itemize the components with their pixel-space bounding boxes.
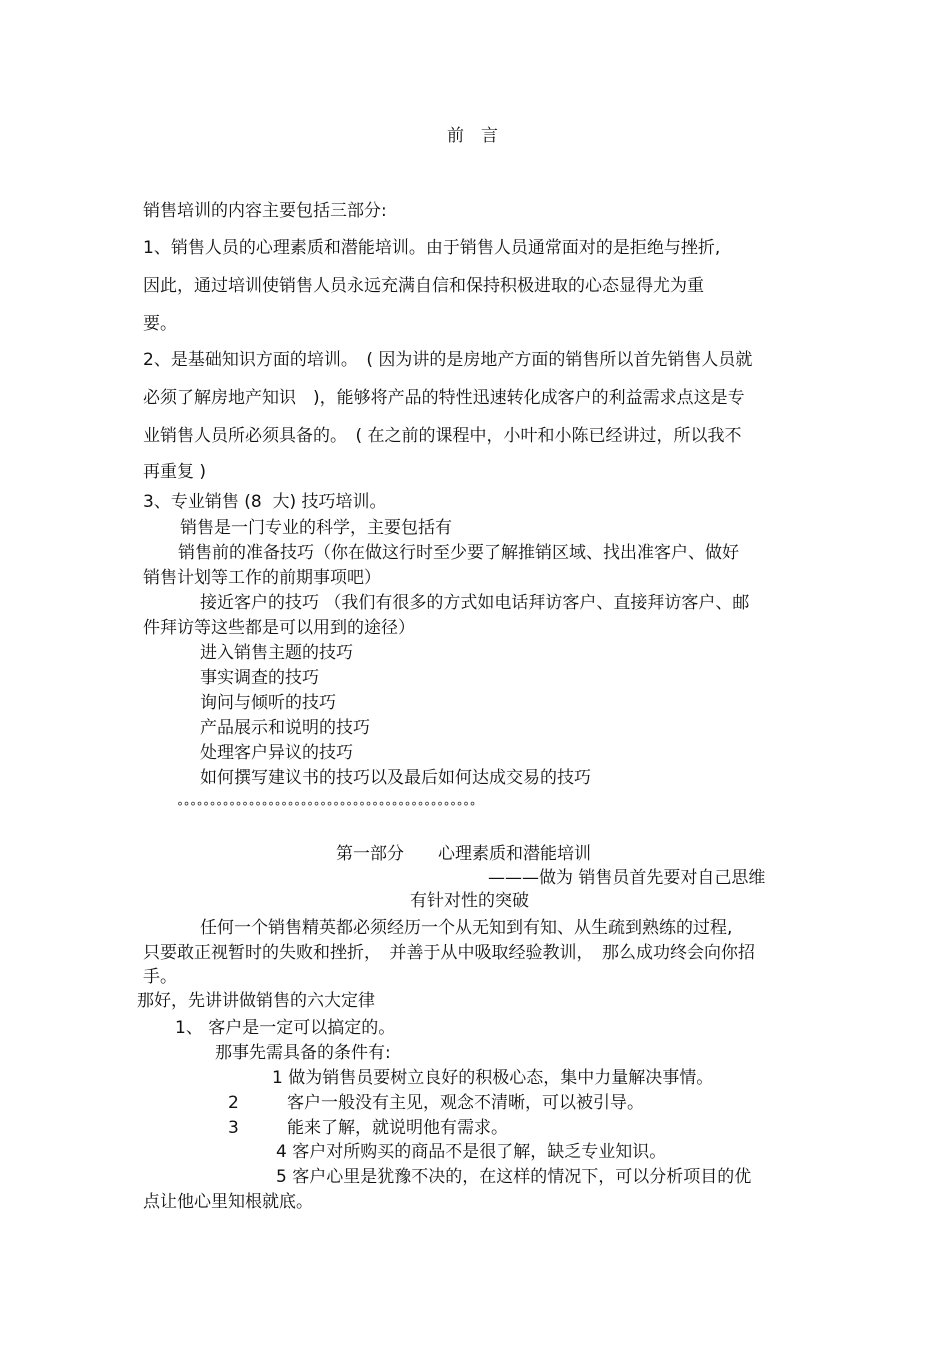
item1-line: 1、销售人员的心理素质和潜能培训。由于销售人员通常面对的是拒绝与挫折, bbox=[143, 238, 721, 258]
page-title: 前 言 bbox=[447, 126, 498, 146]
intro-text: 销售培训的内容主要包括三部分: bbox=[143, 201, 387, 221]
condition-item: 能来了解，就说明他有需求。 bbox=[287, 1118, 508, 1138]
item1-line: 要。 bbox=[143, 314, 177, 334]
item3-intro: 销售是一门专业的科学，主要包括有 bbox=[180, 518, 452, 538]
laws-intro: 那好，先讲讲做销售的六大定律 bbox=[137, 991, 375, 1011]
skill-approach: 接近客户的技巧 （我们有很多的方式如电话拜访客户、直接拜访客户、邮 bbox=[200, 593, 750, 613]
part1-paragraph: 任何一个销售精英都必须经历一个从无知到有知、从生疏到熟练的过程, bbox=[200, 918, 733, 938]
part1-paragraph: 手。 bbox=[143, 967, 177, 987]
law-item: 1、 客户是一定可以搞定的。 bbox=[175, 1018, 396, 1038]
item1-line: 因此，通过培训使销售人员永远充满自信和保持积极进取的心态显得尤为重 bbox=[143, 276, 704, 296]
condition-number: 2 bbox=[228, 1093, 239, 1113]
conditions-intro: 那事先需具备的条件有: bbox=[215, 1043, 391, 1063]
condition-item: 4 客户对所购买的商品不是很了解，缺乏专业知识。 bbox=[276, 1142, 667, 1162]
condition-item: 5 客户心里是犹豫不决的，在这样的情况下，可以分析项目的优 bbox=[276, 1167, 752, 1187]
condition-item: 点让他心里知根就底。 bbox=[143, 1192, 313, 1212]
skill-approach: 件拜访等这些都是可以用到的途径） bbox=[143, 618, 415, 638]
item2-line: 再重复 ) bbox=[143, 462, 207, 482]
skill-item: 处理客户异议的技巧 bbox=[200, 743, 353, 763]
item2-line: 业销售人员所必须具备的。 ( 在之前的课程中，小叶和小陈已经讲过，所以我不 bbox=[143, 426, 742, 446]
condition-number: 3 bbox=[228, 1118, 239, 1138]
part1-paragraph: 只要敢正视暂时的失败和挫折， 并善于从中吸取经验教训， 那么成功终会向你招 bbox=[143, 943, 755, 963]
part1-title: 第一部分 心理素质和潜能培训 bbox=[336, 844, 591, 864]
skill-prep: 销售前的准备技巧（你在做这行时至少要了解推销区域、找出准客户、做好 bbox=[178, 543, 739, 563]
skill-item: 询问与倾听的技巧 bbox=[200, 693, 336, 713]
separator: °°°°°°°°°°°°°°°°°°°°°°°°°°°°°°°°°°°°°°°°°°°°°° bbox=[177, 800, 476, 814]
skill-item: 事实调查的技巧 bbox=[200, 668, 319, 688]
item2-line: 必须了解房地产知识 )，能够将产品的特性迅速转化成客户的利益需求点这是专 bbox=[143, 388, 745, 408]
part1-subtitle: 有针对性的突破 bbox=[410, 891, 529, 911]
part1-subtitle: ———做为 销售员首先要对自己思维 bbox=[488, 868, 766, 888]
condition-item: 客户一般没有主见，观念不清晰，可以被引导。 bbox=[287, 1093, 644, 1113]
skill-prep: 销售计划等工作的前期事项吧） bbox=[143, 568, 381, 588]
condition-item: 1 做为销售员要树立良好的积极心态，集中力量解决事情。 bbox=[272, 1068, 714, 1088]
skill-item: 产品展示和说明的技巧 bbox=[200, 718, 370, 738]
item2-line: 2、是基础知识方面的培训。 ( 因为讲的是房地产方面的销售所以首先销售人员就 bbox=[143, 350, 753, 370]
skill-item: 进入销售主题的技巧 bbox=[200, 643, 353, 663]
item3-heading: 3、专业销售 (8 大) 技巧培训。 bbox=[143, 492, 387, 512]
skill-item: 如何撰写建议书的技巧以及最后如何达成交易的技巧 bbox=[200, 768, 591, 788]
